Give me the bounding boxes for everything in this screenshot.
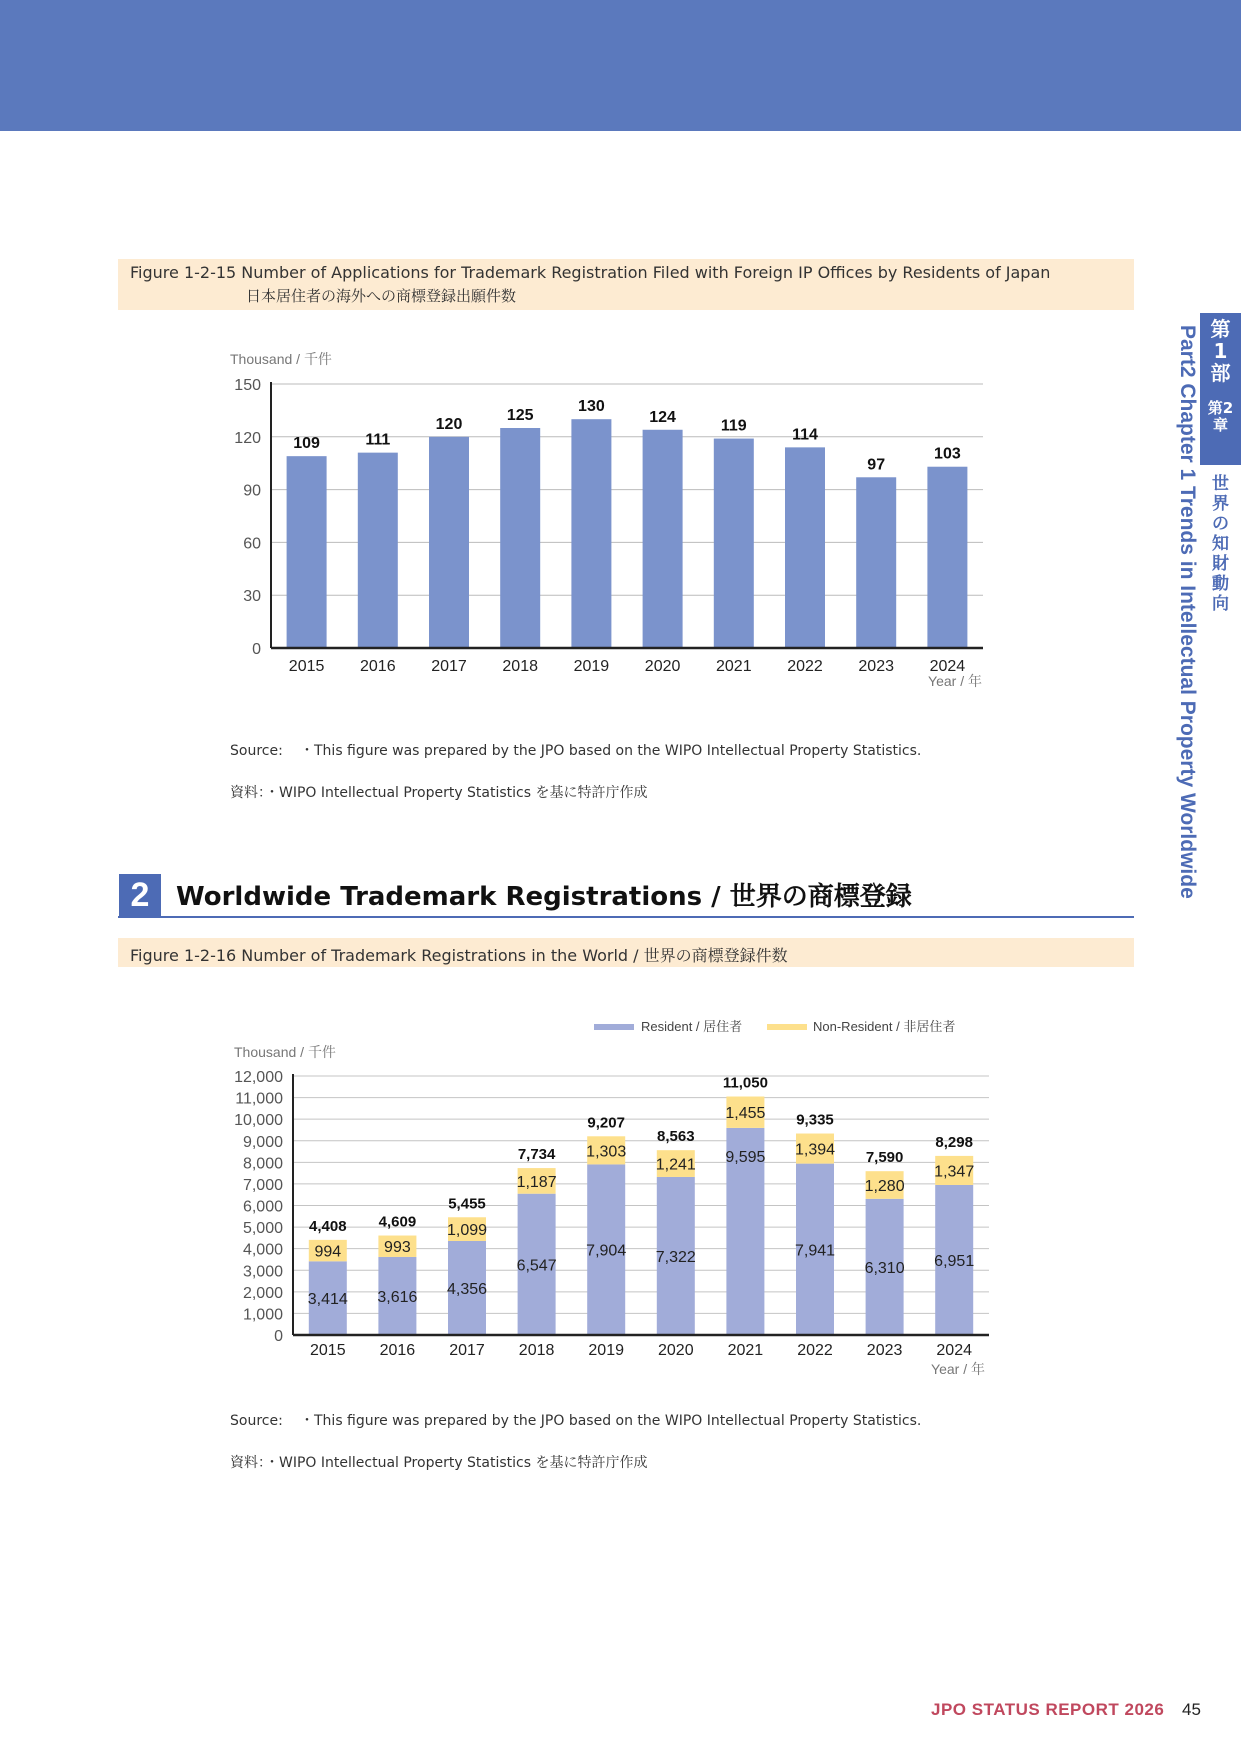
chart2-label-non-resident: 1,347 <box>934 1163 975 1181</box>
source-label: Source: <box>230 1413 283 1429</box>
legend-swatch-non-resident <box>767 1024 807 1030</box>
chart2-label-resident: 7,941 <box>794 1242 836 1260</box>
chart2-total-label: 4,408 <box>309 1217 347 1235</box>
chart2-total-label: 11,050 <box>722 1074 768 1092</box>
source-text: ・This figure was prepared by the JPO based on the WIPO Intellectual Property Statistics. <box>300 1413 922 1429</box>
chart1-y-tick-label: 0 <box>252 641 261 658</box>
side-english-label: Part2 Chapter 1 Trends in Intellectual Property Worldwide <box>1176 325 1199 899</box>
chart2-label-resident: 4,356 <box>446 1280 488 1298</box>
footer-report-title: JPO STATUS REPORT 2026 <box>931 1700 1165 1719</box>
chart1-data-label: 114 <box>792 426 818 444</box>
chart2-total-label: 7,734 <box>517 1146 556 1164</box>
chart1-x-tick-label: 2017 <box>431 658 467 675</box>
chart1-data-label: 109 <box>293 435 320 453</box>
chart2-y-tick-label: 2,000 <box>242 1284 283 1302</box>
chart2-label-resident: 9,595 <box>725 1148 766 1166</box>
chart2-total-label: 9,207 <box>587 1114 625 1132</box>
chart2-total-label: 5,455 <box>448 1195 486 1213</box>
chart1-bar <box>571 419 611 648</box>
figure-16-source-ja: 資料：・WIPO Intellectual Property Statistics を基に特許庁作成 <box>230 1455 648 1471</box>
chart1-bar <box>714 439 754 648</box>
section-number: 2 <box>119 874 161 916</box>
chart1-data-label: 119 <box>720 417 747 435</box>
chart2-y-tick-label: 12,000 <box>234 1069 283 1086</box>
chart2-label-non-resident: 993 <box>384 1239 411 1257</box>
chart2-y-tick-label: 4,000 <box>242 1241 283 1259</box>
chart1-x-tick-label: 2016 <box>360 658 396 675</box>
chart2-label-resident: 6,310 <box>864 1259 905 1277</box>
chart2-y-axis-label: Thousand / 千件 <box>234 1044 336 1060</box>
chart1-data-label: 124 <box>649 408 676 426</box>
chart2-label-resident: 3,616 <box>377 1288 418 1306</box>
chart1-x-tick-label: 2015 <box>288 658 325 675</box>
chart2-x-tick-label: 2021 <box>727 1342 764 1359</box>
chart1-x-tick-label: 2022 <box>787 658 823 675</box>
chart1-x-tick-label: 2020 <box>644 658 681 675</box>
source-text: ・This figure was prepared by the JPO based on the WIPO Intellectual Property Statistics. <box>300 743 922 759</box>
chart1-data-label: 97 <box>867 456 886 474</box>
chart2-x-tick-label: 2022 <box>797 1342 833 1359</box>
figure-15-source <box>230 740 921 760</box>
chart2-label-non-resident: 1,187 <box>516 1173 557 1191</box>
chart2-y-tick-label: 8,000 <box>242 1155 283 1173</box>
chart2-total-label: 8,563 <box>657 1128 695 1146</box>
legend-swatch-resident <box>594 1024 634 1030</box>
chart1-bar <box>287 456 327 648</box>
chart-applications-abroad <box>0 340 1241 700</box>
page-number: 45 <box>1182 1700 1201 1719</box>
chart1-x-tick-label: 2018 <box>502 658 538 675</box>
chart1-data-label: 120 <box>435 415 463 433</box>
chart1-y-tick-label: 30 <box>243 588 261 606</box>
chart2-total-label: 9,335 <box>796 1111 834 1129</box>
chart1-data-label: 103 <box>934 445 961 463</box>
chart1-bar <box>429 437 469 648</box>
chart2-x-tick-label: 2016 <box>379 1342 416 1359</box>
chart1-data-label: 125 <box>506 407 534 424</box>
chart2-x-tick-label: 2020 <box>658 1342 694 1359</box>
figure-16-title-box <box>118 938 1134 967</box>
figure-15-title: Figure 1-2-15 Number of Applications for Trademark Registration Filed with Foreign IP Offices by Residents of Japan <box>130 263 1051 282</box>
chart1-x-tick-label: 2021 <box>716 658 752 675</box>
chart1-x-axis-label: Year / 年 <box>928 673 982 689</box>
chart2-label-non-resident: 994 <box>314 1243 342 1261</box>
chart2-y-tick-label: 11,000 <box>235 1090 283 1108</box>
header-band <box>0 0 1241 131</box>
figure-16-source <box>230 1410 921 1430</box>
chart1-bar <box>643 430 683 648</box>
chart1-bar <box>358 453 398 648</box>
chart1-data-label: 130 <box>578 398 605 416</box>
chart2-x-tick-label: 2015 <box>310 1342 346 1359</box>
chart1-y-tick-label: 120 <box>234 429 261 447</box>
chart1-bar <box>856 477 896 648</box>
chart2-x-tick-label: 2023 <box>866 1342 903 1359</box>
chart2-x-tick-label: 2018 <box>518 1342 555 1359</box>
chart2-total-label: 4,609 <box>378 1213 417 1231</box>
chart2-label-non-resident: 1,280 <box>864 1177 905 1195</box>
chart2-y-tick-label: 5,000 <box>242 1220 283 1238</box>
chart2-y-tick-label: 0 <box>274 1328 283 1345</box>
chart1-x-tick-label: 2023 <box>858 658 894 675</box>
chart2-y-tick-label: 9,000 <box>242 1133 283 1151</box>
chart2-x-tick-label: 2019 <box>588 1342 624 1359</box>
source-label: Source: <box>230 743 283 759</box>
chart1-bar <box>927 467 967 648</box>
chart2-y-tick-label: 1,000 <box>242 1306 283 1324</box>
chart2-label-non-resident: 1,394 <box>794 1141 836 1159</box>
chart1-y-axis-label: Thousand / 千件 <box>230 351 332 367</box>
side-chapter-label: 第2章 <box>1207 399 1234 434</box>
chart2-label-non-resident: 1,303 <box>586 1143 627 1161</box>
chart2-label-resident: 3,414 <box>307 1291 348 1309</box>
figure-15-title-box <box>118 259 1134 310</box>
chart1-bar <box>785 447 825 648</box>
chart2-label-non-resident: 1,099 <box>446 1222 488 1240</box>
chart2-label-resident: 6,547 <box>516 1257 557 1275</box>
chart2-y-tick-label: 6,000 <box>242 1198 283 1216</box>
chart2-label-resident: 6,951 <box>934 1252 975 1270</box>
chart1-x-tick-label: 2019 <box>573 658 610 675</box>
chart2-total-label: 7,590 <box>865 1149 904 1167</box>
chart2-y-tick-label: 7,000 <box>242 1176 283 1194</box>
figure-15-source-ja: 資料：・WIPO Intellectual Property Statistics を基に特許庁作成 <box>230 785 648 801</box>
chart1-y-tick-label: 60 <box>243 535 261 553</box>
chart2-total-label: 8,298 <box>935 1133 973 1151</box>
chart2-label-resident: 7,322 <box>655 1248 696 1266</box>
chart1-data-label: 111 <box>365 431 391 449</box>
section-title: Worldwide Trademark Registrations / 世界の商標登録 <box>176 882 912 912</box>
chart2-label-non-resident: 1,241 <box>655 1156 696 1174</box>
side-part-label: 第1部 <box>1210 317 1231 385</box>
chart1-y-tick-label: 90 <box>243 482 261 500</box>
chart2-label-resident: 7,904 <box>586 1242 627 1260</box>
chart2-x-tick-label: 2017 <box>449 1342 485 1359</box>
section-heading <box>118 874 1134 918</box>
figure-15-title-ja: 日本居住者の海外への商標登録出願件数 <box>246 287 517 305</box>
chart2-x-tick-label: 2024 <box>936 1342 972 1359</box>
legend-label-resident: Resident / 居住者 <box>641 1019 743 1034</box>
chart2-y-tick-label: 10,000 <box>234 1112 283 1130</box>
chart1-bar <box>500 428 540 648</box>
side-world-label: 世界の知財動向 <box>1212 474 1229 614</box>
legend-label-non-resident: Non-Resident / 非居住者 <box>813 1019 956 1034</box>
chart2-x-axis-label: Year / 年 <box>931 1361 985 1377</box>
chart1-y-tick-label: 150 <box>234 377 261 394</box>
chart2-label-non-resident: 1,455 <box>725 1105 766 1123</box>
figure-16-title: Figure 1-2-16 Number of Trademark Registrations in the World / 世界の商標登録件数 <box>130 946 788 965</box>
chart2-y-tick-label: 3,000 <box>242 1263 283 1281</box>
chart2-legend <box>594 1019 955 1034</box>
chart-world-registrations <box>0 1005 1241 1390</box>
chart1-x-tick-label: 2024 <box>929 658 966 675</box>
